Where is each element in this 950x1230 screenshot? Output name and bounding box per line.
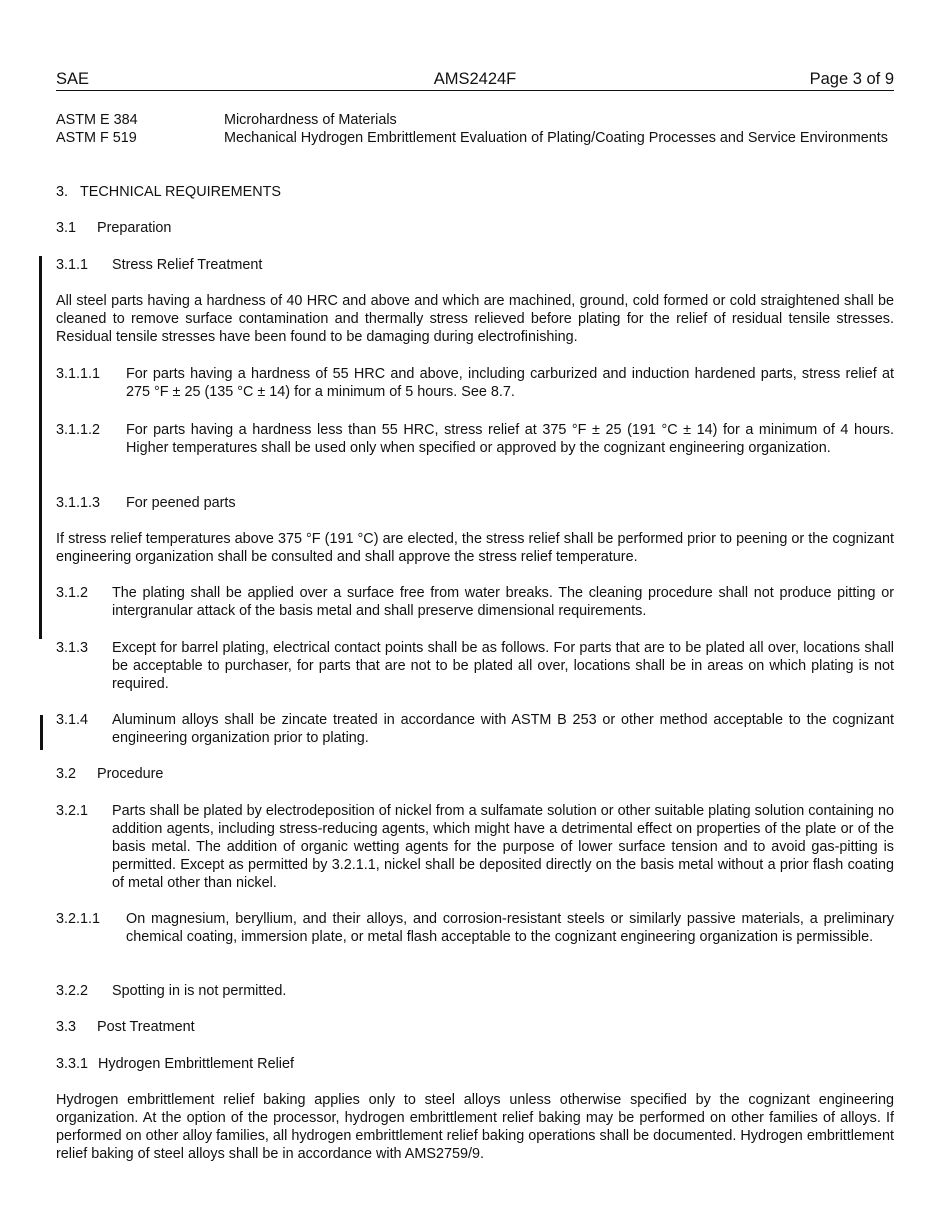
header-page-number: Page 3 of 9 (809, 70, 894, 88)
subsection-title: Post Treatment (97, 1019, 195, 1035)
paragraph-body: All steel parts having a hardness of 40 HRC and above and which are machined, ground, cold formed or cold straightened shall be cleaned to remove surface contamination and thermally stress relieved before plating for the relief of residual tensile stresses. Residual tensile stresses have been found to be damaging during electrofinishing. (56, 293, 894, 345)
paragraph-number: 3.1.1.2 (56, 422, 101, 438)
page-header (56, 70, 894, 91)
header-org: SAE (56, 70, 90, 88)
subsection-title: Preparation (97, 220, 172, 236)
paragraph-body: If stress relief temperatures above 375 °F (191 °C) are elected, the stress relief shall be performed prior to peening or the cognizant engineering organization shall be consulted and shall approve the stress relief temperature. (56, 531, 894, 565)
header-doc-number: AMS2424F (433, 70, 517, 88)
paragraph-item (56, 639, 894, 693)
subsection-number: 3.2 (56, 766, 77, 782)
paragraph-item (56, 494, 894, 512)
paragraph-item (56, 982, 894, 1000)
paragraph-item (56, 711, 894, 747)
paragraph-text: For peened parts (126, 495, 236, 511)
paragraph-number: 3.1.3 (56, 640, 89, 656)
paragraph-number: 3.2.1 (56, 803, 89, 819)
subsection-title: Procedure (97, 766, 164, 782)
paragraph-number: 3.1.1 (56, 257, 89, 273)
paragraph-text: Aluminum alloys shall be zincate treated in accordance with ASTM B 253 or other method acceptable to the cognizant engineering organization prior to plating. (112, 712, 894, 746)
paragraph-text: For parts having a hardness of 55 HRC and above, including carburized and induction hardened parts, stress relief at 275 °F ± 25 (135 °C ± 14) for a minimum of 5 hours. See 8.7. (126, 366, 894, 400)
paragraph-heading (56, 1055, 894, 1073)
paragraph-number: 3.1.4 (56, 712, 89, 728)
section-title: TECHNICAL REQUIREMENTS (80, 184, 281, 200)
paragraph-text: Parts shall be plated by electrodeposition of nickel from a sulfamate solution or other suitable plating solution containing no addition agents, including stress-reducing agents, which might have a detrimental effect on properties of the plate or of the basis metal. The addition of organic wetting agents for the purpose of lower surface tension and to avoid gas-pitting is permitted. Except as permitted by 3.2.1.1, nickel shall be deposited directly on the basis metal without a prior flash coating of metal other than nickel. (112, 803, 894, 891)
paragraph-item (56, 910, 894, 946)
paragraph-item (56, 802, 894, 892)
paragraph-body: Hydrogen embrittlement relief baking applies only to steel alloys unless otherwise specified by the cognizant engineering organization. At the option of the processor, hydrogen embrittlement relief baking may be performed on other families of alloys. If performed on other alloy families, all hydrogen embrittlement relief baking operations shall be documented. Hydrogen embrittlement relief baking of steel alloys shall be in accordance with AMS2759/9. (56, 1092, 894, 1162)
paragraph-text: The plating shall be applied over a surface free from water breaks. The cleaning procedure shall not produce pitting or intergranular attack of the basis metal and shall preserve dimensional requirements. (112, 585, 894, 619)
paragraph-text: Spotting in is not permitted. (112, 983, 287, 999)
subsection-heading (56, 1018, 894, 1036)
paragraph-number: 3.1.1.3 (56, 495, 101, 511)
paragraph-text: Except for barrel plating, electrical contact points shall be as follows. For parts that are to be plated all over, locations shall be acceptable to purchaser, for parts that are not to be plated all over, locations shall be in areas on which plating is not required. (112, 640, 894, 692)
paragraph-item (56, 421, 894, 457)
subsection-number: 3.3 (56, 1019, 77, 1035)
subsection-number: 3.1 (56, 220, 77, 236)
reference-row (56, 129, 894, 147)
reference-title: Microhardness of Materials (224, 112, 397, 128)
paragraph-number: 3.1.2 (56, 585, 89, 601)
section-number: 3. (56, 184, 69, 200)
reference-row (56, 111, 894, 129)
paragraph-item (56, 584, 894, 620)
paragraph-number: 3.2.1.1 (56, 911, 101, 927)
paragraph-number: 3.3.1 (56, 1056, 89, 1072)
reference-title: Mechanical Hydrogen Embrittlement Evaluation of Plating/Coating Processes and Service Environments (224, 130, 888, 146)
paragraph-title: Stress Relief Treatment (112, 257, 263, 273)
revision-change-bar (39, 256, 42, 639)
reference-code: ASTM E 384 (56, 112, 138, 128)
reference-code: ASTM F 519 (56, 130, 137, 146)
section-heading (56, 183, 894, 201)
paragraph-title: Hydrogen Embrittlement Relief (98, 1056, 294, 1072)
subsection-heading (56, 765, 894, 783)
paragraph-number: 3.2.2 (56, 983, 89, 999)
subsection-heading (56, 219, 894, 237)
paragraph-number: 3.1.1.1 (56, 366, 101, 382)
paragraph-item (56, 365, 894, 401)
paragraph-text: On magnesium, beryllium, and their alloys, and corrosion-resistant steels or similarly passive materials, a preliminary chemical coating, immersion plate, or metal flash acceptable to the cognizant engineering organization is permissible. (126, 911, 894, 945)
paragraph-heading (56, 256, 894, 274)
revision-change-bar (40, 715, 43, 750)
paragraph-text: For parts having a hardness less than 55 HRC, stress relief at 375 °F ± 25 (191 °C ± 14) for a minimum of 4 hours. Higher temperatures shall be used only when specified or approved by the cognizant engineering organization. (126, 422, 894, 456)
